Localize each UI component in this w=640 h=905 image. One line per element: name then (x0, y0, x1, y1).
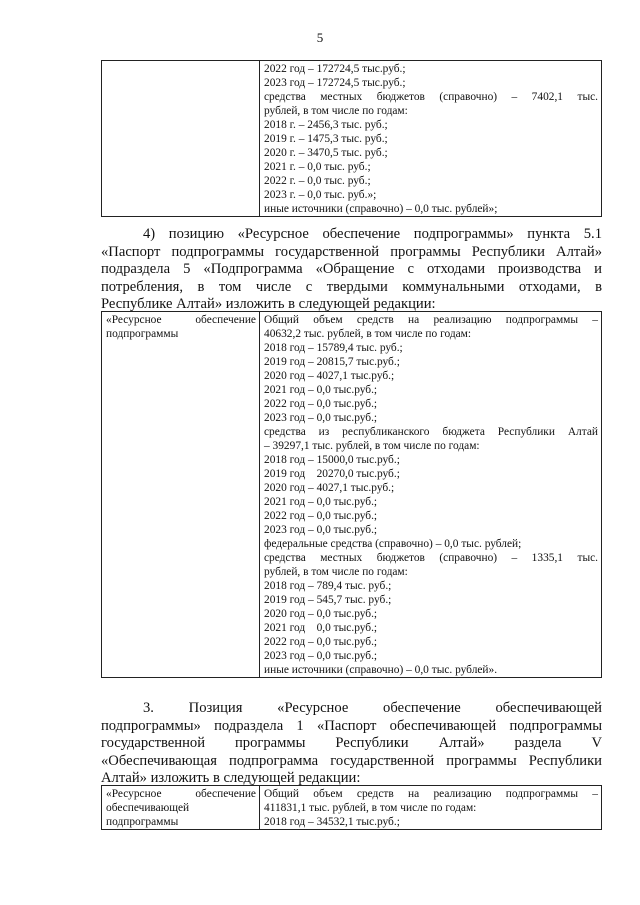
table-left-line: подпрограммы (106, 328, 179, 340)
table-right-cell (260, 786, 602, 830)
table-line: Общий объем средств на реализацию подпрограммы – (264, 788, 598, 800)
table-line: 2021 год – 0,0 тыс.руб.; (264, 496, 378, 508)
table-line: 411831,1 тыс. рублей, в том числе по годам: (264, 802, 477, 814)
paragraph-line: подпрограммы» подраздела 1 «Паспорт обеспечивающей подпрограммы (101, 717, 602, 734)
table-line: 2022 год – 0,0 тыс.руб.; (264, 510, 378, 522)
table-line: 2022 год – 0,0 тыс.руб.; (264, 636, 378, 648)
table-left-cell (102, 61, 260, 217)
table-line: 2018 г. – 2456,3 тыс. руб.; (264, 119, 388, 131)
paragraph-line: Алтай» изложить в следующей редакции: (101, 770, 361, 787)
resource-table-subprogram (101, 311, 602, 678)
table-line: федеральные средства (справочно) – 0,0 тыс. рублей; (264, 538, 522, 550)
paragraph-item-3 (101, 700, 602, 788)
table-line: 2018 год – 15000,0 тыс.руб.; (264, 454, 400, 466)
table-line: 2023 год – 0,0 тыс.руб.; (264, 412, 378, 424)
table-line: 2023 г. – 0,0 тыс. руб.»; (264, 189, 377, 201)
table-line: 40632,2 тыс. рублей, в том числе по годам: (264, 328, 472, 340)
table-line: 2019 год – 20815,7 тыс.руб.; (264, 356, 400, 368)
table-line: 2020 год – 4027,1 тыс.руб.; (264, 370, 395, 382)
table-line: 2018 год – 789,4 тыс. руб.; (264, 580, 392, 592)
table-left-line: обеспечивающей (106, 802, 190, 814)
table-line: 2019 год – 545,7 тыс. руб.; (264, 594, 392, 606)
table-line: рублей, в том числе по годам: (264, 105, 408, 117)
table-line: 2021 г. – 0,0 тыс. руб.; (264, 161, 371, 173)
table-line: рублей, в том числе по годам: (264, 566, 408, 578)
table-line: иные источники (справочно) – 0,0 тыс. рублей». (264, 664, 498, 676)
table-line: 2021 год 0,0 тыс.руб.; (264, 622, 378, 634)
table-line: 2023 год – 0,0 тыс.руб.; (264, 524, 378, 536)
paragraph-line: потребления, в том числе с твердыми коммунальными отходами, в (101, 278, 602, 295)
table-line: 2022 г. – 0,0 тыс. руб.; (264, 175, 371, 187)
table-line: средства местных бюджетов (справочно) – 7402,1 тыс. (264, 91, 598, 103)
paragraph-line: Республике Алтай» изложить в следующей редакции: (101, 296, 436, 313)
table-left-line: «Ресурсное обеспечение (106, 314, 256, 326)
table-line: средства местных бюджетов (справочно) – 1335,1 тыс. (264, 552, 598, 564)
paragraph-item-4 (101, 226, 602, 314)
table-line: 2020 г. – 3470,5 тыс. руб.; (264, 147, 388, 159)
page-number: 5 (316, 30, 324, 45)
table-line: 2020 год – 0,0 тыс.руб.; (264, 608, 378, 620)
table-line: 2020 год – 4027,1 тыс.руб.; (264, 482, 395, 494)
resource-table-supporting (101, 785, 602, 830)
table-line: 2018 год – 15789,4 тыс. руб.; (264, 342, 403, 354)
paragraph-line: 4) позицию «Ресурсное обеспечение подпрограммы» пункта 5.1 (143, 226, 602, 242)
table-line: Общий объем средств на реализацию подпрограммы – (264, 314, 598, 326)
resource-table-continued (101, 60, 602, 217)
table-line: 2019 г. – 1475,3 тыс. руб.; (264, 133, 388, 145)
table-line: иные источники (справочно) – 0,0 тыс. рублей»; (264, 203, 498, 215)
table-line: – 39297,1 тыс. рублей, в том числе по годам: (264, 440, 480, 452)
paragraph-line: государственной программы Республики Алтай» раздела V (101, 735, 602, 752)
table-left-cell (102, 786, 260, 830)
table-left-line: подпрограммы (106, 816, 179, 828)
paragraph-line: 3. Позиция «Ресурсное обеспечение обеспечивающей (143, 700, 602, 716)
table-right-cell (260, 61, 602, 217)
table-right-cell (260, 312, 602, 678)
table-line: средства из республиканского бюджета Республики Алтай (264, 426, 598, 438)
table-line: 2022 год – 0,0 тыс.руб.; (264, 398, 378, 410)
paragraph-line: «Паспорт подпрограммы государственной программы Республики Алтай» (101, 243, 602, 260)
paragraph-line: «Обеспечивающая подпрограмма государственной программы Республики (101, 752, 602, 769)
table-left-cell (102, 312, 260, 678)
table-line: 2019 год 20270,0 тыс.руб.; (264, 468, 400, 480)
table-left-line: «Ресурсное обеспечение (106, 788, 256, 800)
table-line: 2023 год – 172724,5 тыс.руб.; (264, 77, 406, 89)
table-line: 2023 год – 0,0 тыс.руб.; (264, 650, 378, 662)
table-line: 2018 год – 34532,1 тыс.руб.; (264, 816, 400, 828)
paragraph-line: подраздела 5 «Подпрограмма «Обращение с отходами производства и (101, 261, 602, 278)
table-line: 2022 год – 172724,5 тыс.руб.; (264, 63, 406, 75)
table-line: 2021 год – 0,0 тыс.руб.; (264, 384, 378, 396)
